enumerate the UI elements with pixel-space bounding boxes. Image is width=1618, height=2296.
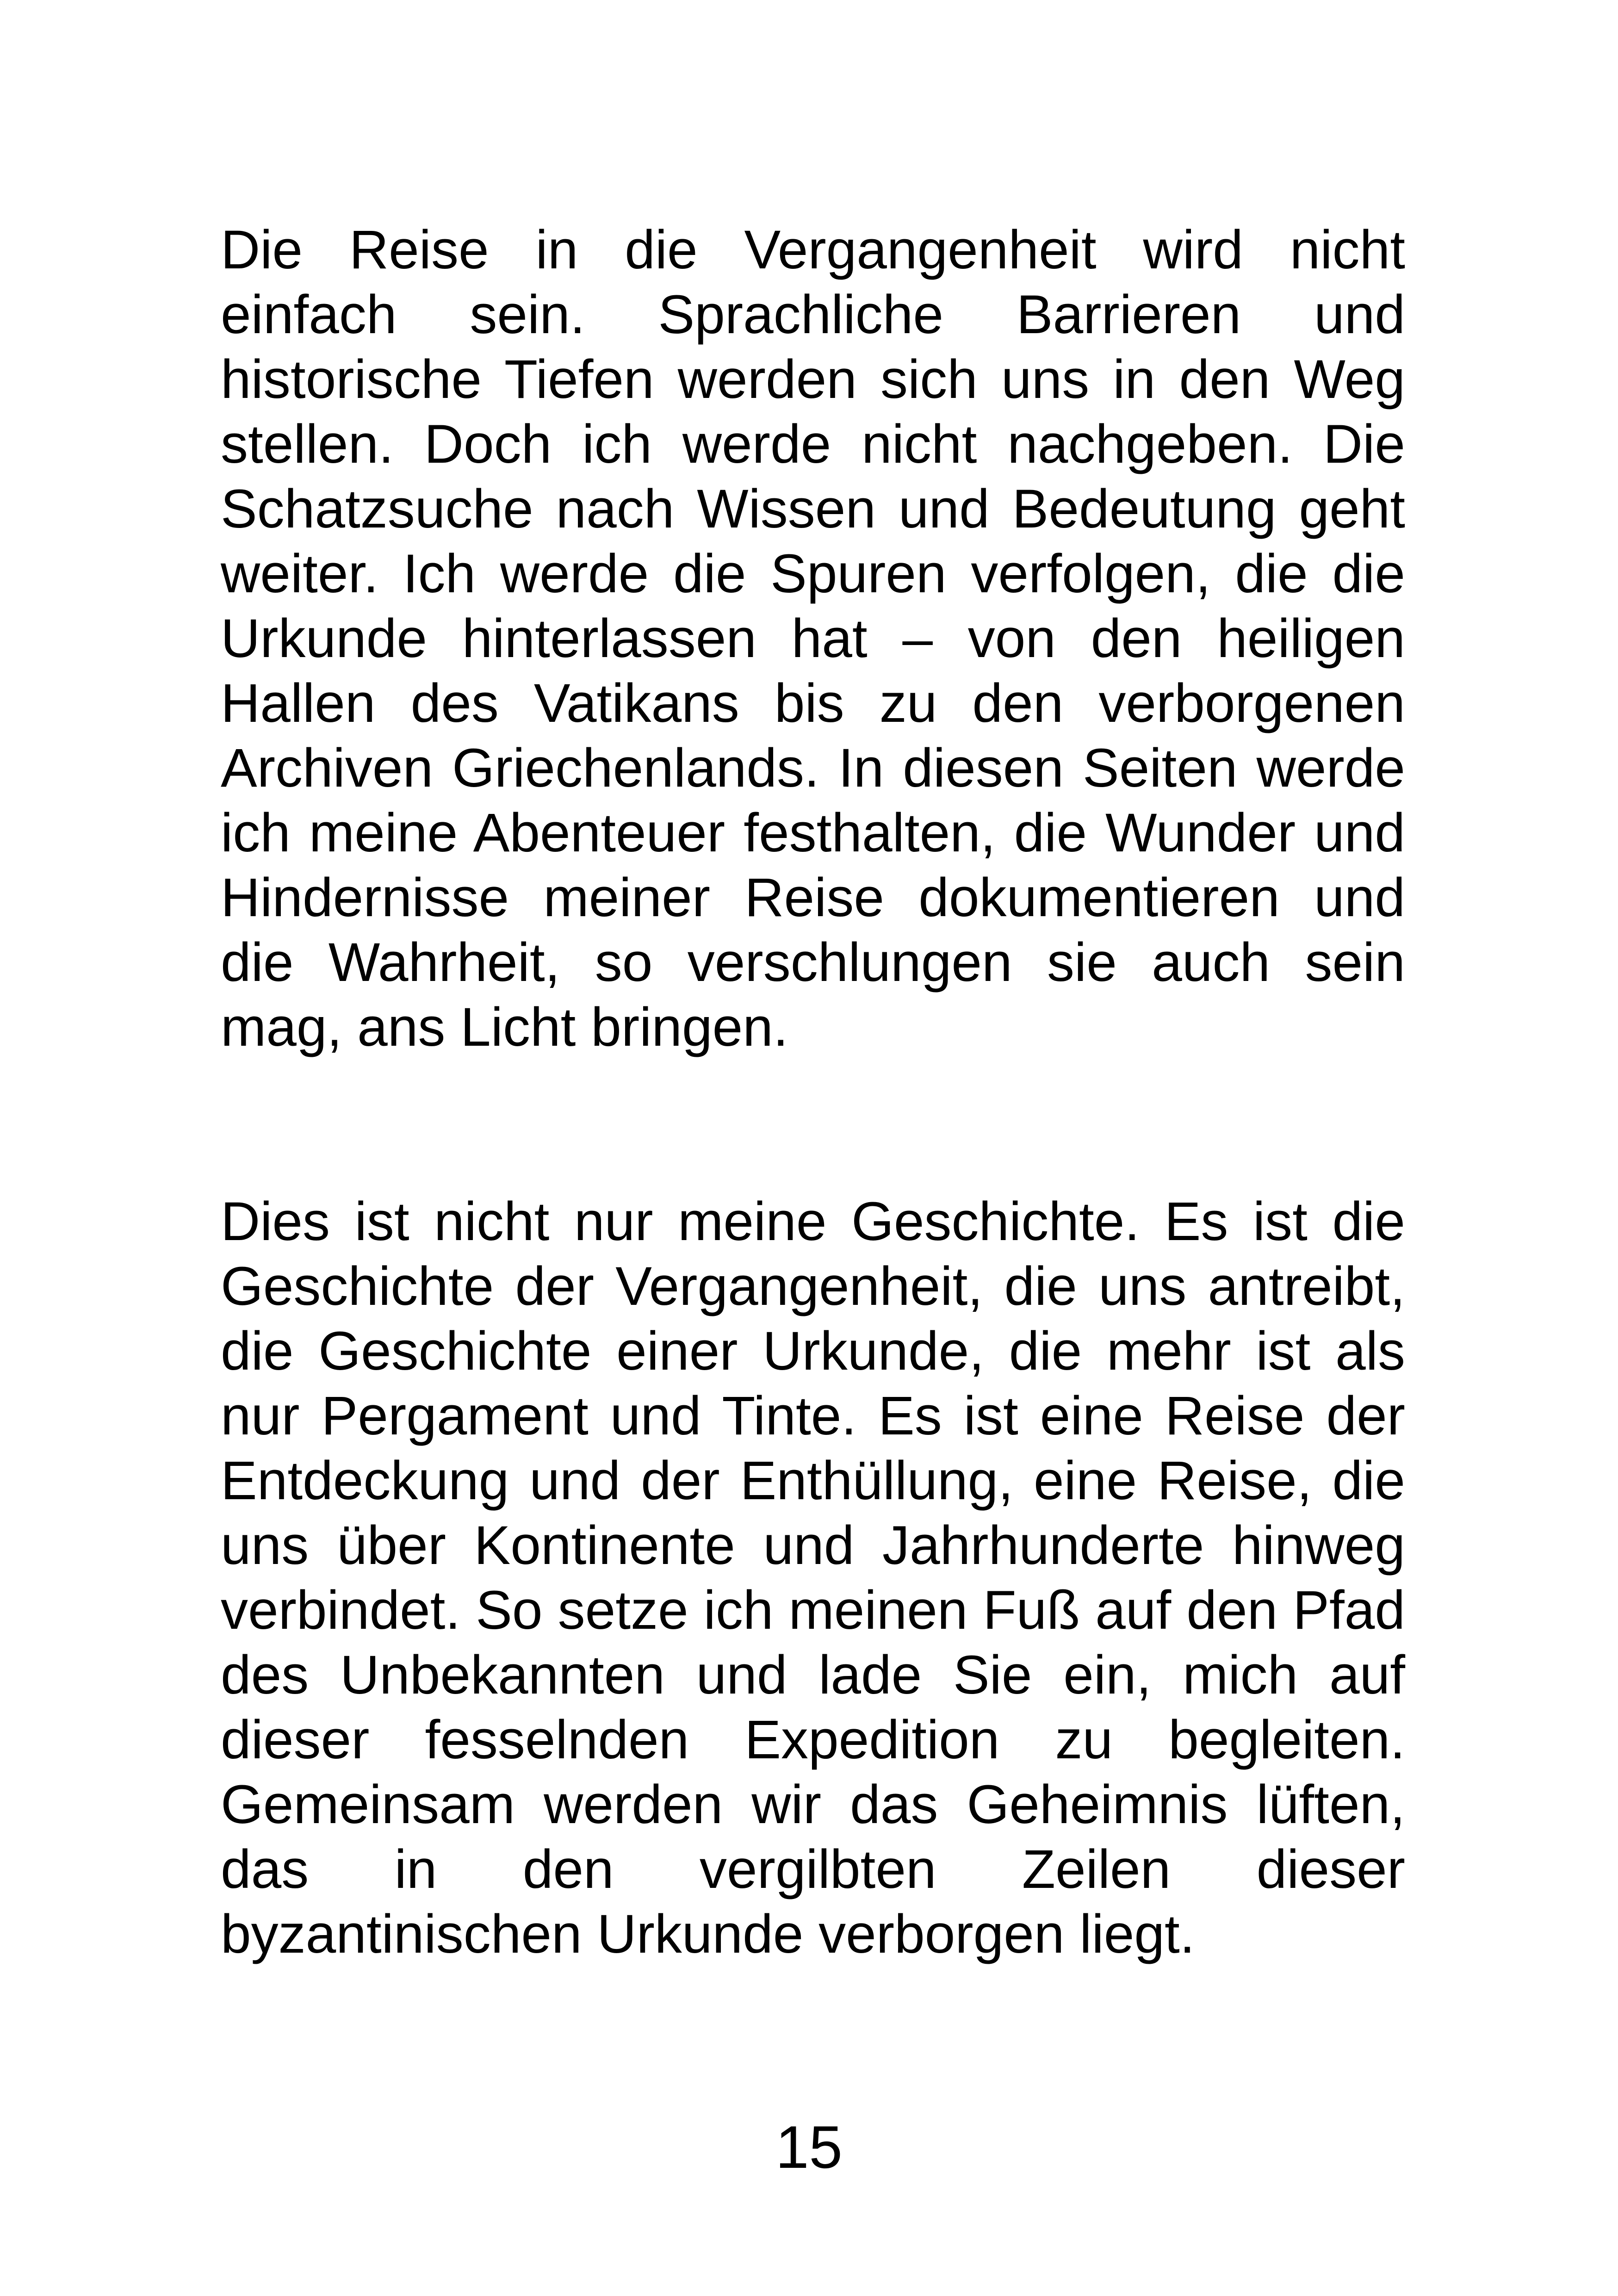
body-paragraph-2: Dies ist nicht nur meine Geschichte. Es ist die Geschichte der Vergangenheit, die uns antreibt, die Geschichte einer Urkunde, die mehr ist als nur Pergament und Tinte. Es ist eine Reise der Entdeckung und der Enthüllung, eine Reise, die uns über Kontinente und Jahrhunderte hinweg verbindet. So setze ich meinen Fuß auf den Pfad des Unbekannten und lade Sie ein, mich auf dieser fesselnden Expedition zu begleiten. Gemeinsam werden wir das Geheimnis lüften, das in den vergilbten Zeilen dieser byzantinischen Urkunde verborgen liegt. (221, 1191, 1405, 1965)
page-number: 15 (775, 2113, 843, 2181)
body-paragraph-1: Die Reise in die Vergangenheit wird nicht einfach sein. Sprachliche Barrieren und historische Tiefen werden sich uns in den Weg stellen. Doch ich werde nicht nachgeben. Die Schatzsuche nach Wissen und Bedeutung geht weiter. Ich werde die Spuren verfolgen, die die Urkunde hinterlassen hat – von den heiligen Hallen des Vatikans bis zu den verborgenen Archiven Griechenlands. In diesen Seiten werde ich meine Abenteuer festhalten, die Wunder und Hindernisse meiner Reise dokumentieren und die Wahrheit, so verschlungen sie auch sein mag, ans Licht bringen. (221, 219, 1405, 1058)
